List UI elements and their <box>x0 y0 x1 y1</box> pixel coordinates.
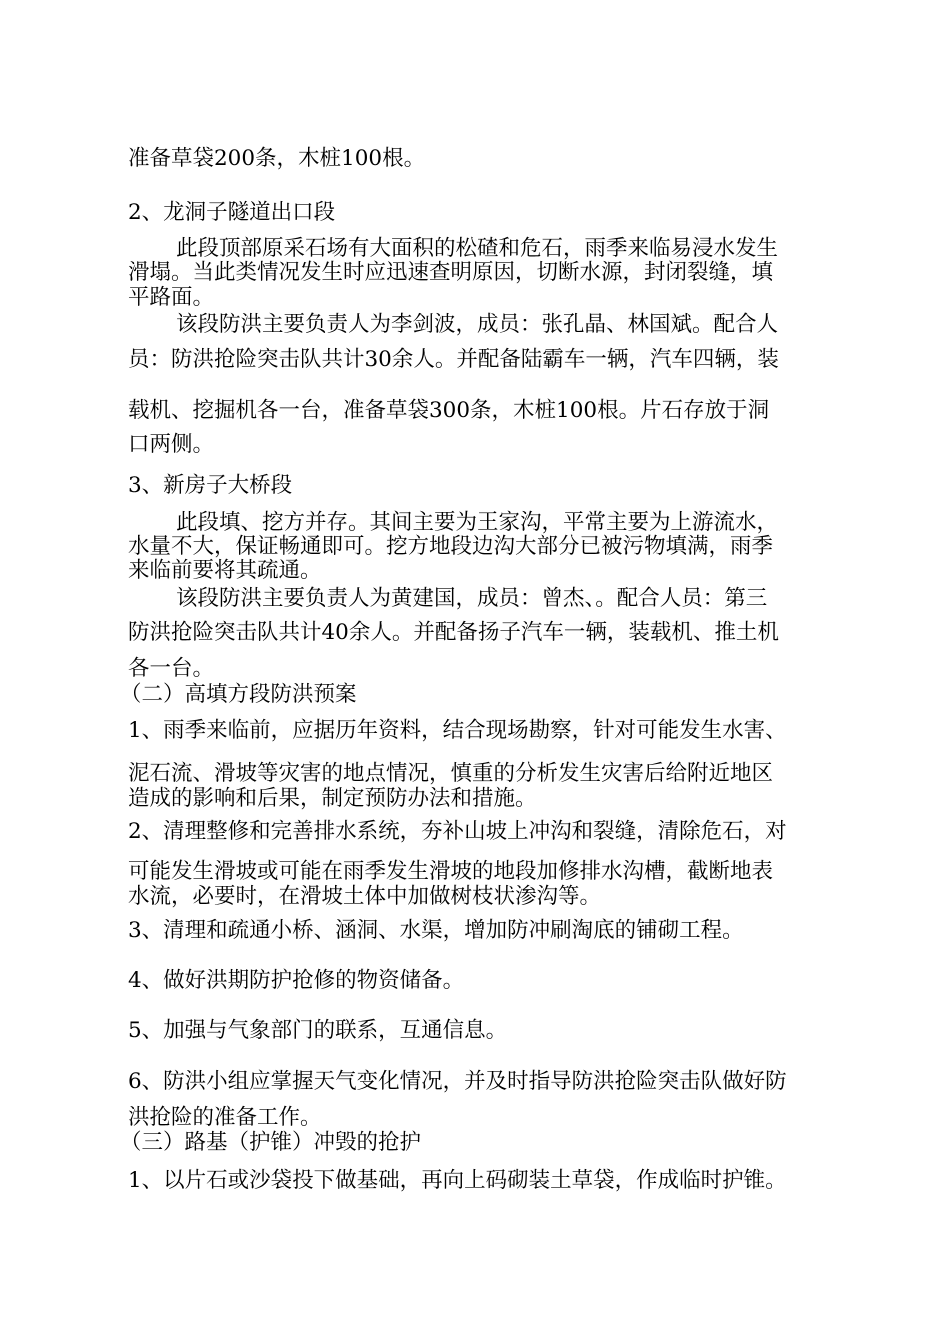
section-heading: 2、龙洞子隧道出口段 <box>128 200 336 225</box>
text-line: 准备草袋200条，木桩100根。 <box>128 146 426 171</box>
paragraph-line: 此段顶部原采石场有大面积的松碴和危石，雨季来临易浸水发生 <box>176 236 779 261</box>
paragraph-line: 洪抢险的准备工作。 <box>128 1105 322 1130</box>
paragraph-line: 滑塌。当此类情况发生时应迅速查明原因，切断水源，封闭裂缝，填 <box>128 260 774 285</box>
paragraph-line: 6、防洪小组应掌握天气变化情况，并及时指导防洪抢险突击队做好防 <box>128 1069 787 1094</box>
paragraph-line: 5、加强与气象部门的联系，互通信息。 <box>128 1018 508 1043</box>
paragraph-line: 载机、挖掘机各一台，准备草袋300条，木桩100根。片石存放于洞 <box>128 398 770 423</box>
paragraph-line: 水流，必要时，在滑坡土体中加做树枝状渗沟等。 <box>128 884 602 909</box>
section-heading: （三）路基（护锥）冲毁的抢护 <box>120 1130 422 1155</box>
section-heading: （二）高填方段防洪预案 <box>120 682 357 707</box>
paragraph-line: 员：防洪抢险突击队共计30余人。并配备陆霸车一辆，汽车四辆，装 <box>128 347 779 372</box>
paragraph-line: 1、以片石或沙袋投下做基础，再向上码砌装土草袋，作成临时护锥。 <box>128 1168 787 1193</box>
paragraph-line: 防洪抢险突击队共计40余人。并配备扬子汽车一辆，装载机、推土机 <box>128 620 779 645</box>
paragraph-line: 4、做好洪期防护抢修的物资储备。 <box>128 968 465 993</box>
paragraph-line: 各一台。 <box>128 656 215 681</box>
paragraph-line: 该段防洪主要负责人为黄建国，成员：曾杰、。配合人员：第三 <box>176 586 768 611</box>
paragraph-line: 1、雨季来临前，应据历年资料，结合现场勘察，针对可能发生水害、 <box>128 718 787 743</box>
paragraph-line: 可能发生滑坡或可能在雨季发生滑坡的地段加修排水沟槽，截断地表 <box>128 859 774 884</box>
paragraph-line: 泥石流、滑坡等灾害的地点情况，慎重的分析发生灾害后给附近地区 <box>128 761 774 786</box>
paragraph-line: 此段填、挖方并存。其间主要为王家沟，平常主要为上游流水， <box>176 510 779 535</box>
paragraph-line: 水量不大，保证畅通即可。挖方地段边沟大部分已被污物填满，雨季 <box>128 534 774 559</box>
paragraph-line: 该段防洪主要负责人为李剑波，成员：张孔晶、林国斌。配合人 <box>176 312 779 337</box>
paragraph-line: 3、清理和疏通小桥、涵洞、水渠，增加防冲刷淘底的铺砌工程。 <box>128 918 744 943</box>
paragraph-line: 平路面。 <box>128 285 215 310</box>
paragraph-line: 2、清理整修和完善排水系统，夯补山坡上冲沟和裂缝，清除危石，对 <box>128 819 787 844</box>
paragraph-line: 造成的影响和后果，制定预防办法和措施。 <box>128 786 537 811</box>
section-heading: 3、新房子大桥段 <box>128 473 293 498</box>
paragraph-line: 口两侧。 <box>128 432 215 457</box>
paragraph-line: 来临前要将其疏通。 <box>128 558 322 583</box>
